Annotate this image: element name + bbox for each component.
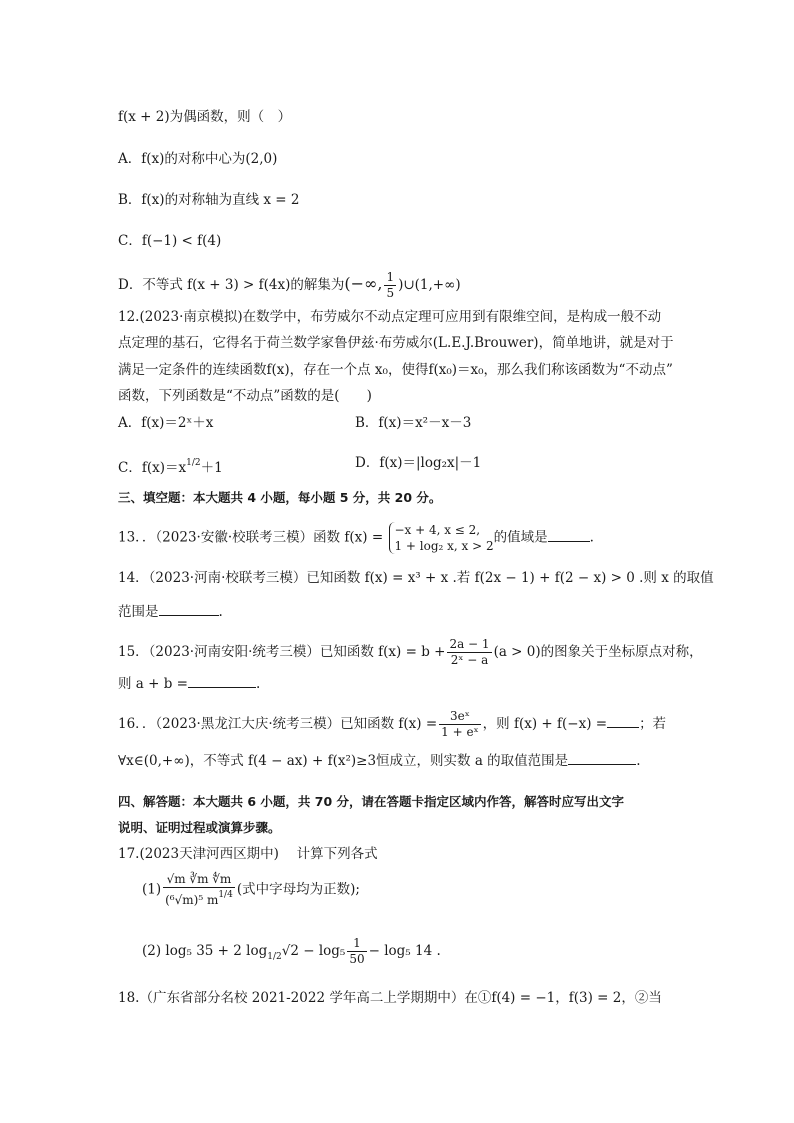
q12-c-tail: ＋1: [200, 460, 223, 476]
q11-option-c: C．f(−1) < f(4): [118, 233, 222, 249]
interval-close: )∪(1,+∞): [398, 277, 461, 293]
case-2: 1 + log₂ x, x > 2: [394, 539, 494, 553]
q11-option-b: B．f(x)的对称轴为直线 x = 2: [118, 192, 300, 208]
q16-tail: ，则 f(x) + f(−x) =: [482, 716, 608, 732]
q13: [118, 522, 594, 554]
q16-answer-blank-1[interactable]: [607, 713, 639, 728]
q12-line3: 满足一定条件的连续函数f(x)，存在一个点 x₀，使得f(x₀)＝x₀，那么我们称该函数为“不动点”: [118, 362, 673, 378]
frac-num: 2a − 1: [449, 637, 490, 651]
frac-den: 1 + eˣ: [441, 725, 479, 739]
q15-line2-text: 则 a + b =: [118, 676, 188, 692]
q13-tail: 的值域是: [493, 529, 548, 546]
q17-p2-head: (2) log₅ 35 + 2 log: [142, 943, 268, 959]
q16-tail2: ；若: [639, 716, 667, 732]
frac-num: 3eˣ: [439, 709, 481, 725]
frac-den: [163, 888, 235, 908]
q15-fraction: [447, 637, 491, 668]
q15-head: 15．（2023·河南安阳·统考三模）已知函数 f(x) = b +: [118, 644, 446, 660]
frac-den: 5: [386, 286, 395, 300]
q12-option-a: A．f(x)＝2ˣ＋x: [118, 415, 214, 431]
interval-open: (−∞,: [344, 274, 383, 293]
frac-num: √m ∛m ∜m: [163, 872, 235, 888]
q17-part2: [142, 936, 441, 967]
piecewise-brace: [389, 522, 493, 554]
section-4-line1: 四、解答题：本大题共 6 小题，共 70 分，请在答题卡指定区域内作答，解答时应写出文字: [118, 794, 625, 809]
q17-p2-end: − log₅ 14 .: [368, 943, 441, 959]
q15-line2: [118, 673, 260, 694]
q12-option-c: [118, 453, 223, 478]
q15-tail: (a > 0)的图象关于坐标原点对称，: [493, 644, 703, 660]
q16-answer-blank-2[interactable]: [568, 750, 636, 765]
section-4-line2: 说明、证明过程或演算步骤。: [118, 820, 281, 835]
q14-line2-text: 范围是: [118, 604, 159, 620]
frac-num: 1: [386, 270, 395, 284]
q11-option-a: A．f(x)的对称中心为(2,0): [118, 151, 278, 167]
q15-line1: [118, 637, 703, 668]
q13-head: 13．．（2023·安徽·校联考三模）函数 f(x) =: [118, 529, 388, 546]
q14-line2: [118, 601, 223, 622]
q12-option-b: B．f(x)＝x²－x－3: [355, 415, 472, 431]
q14-end: .: [218, 604, 223, 620]
q16-line1: [118, 709, 666, 740]
q14-answer-blank[interactable]: [159, 601, 219, 616]
q15-answer-blank[interactable]: [188, 673, 256, 688]
q11-option-d-text: D．不等式 f(x + 3) > f(4x)的解集为: [118, 277, 345, 293]
q16-head: 16．．（2023·黑龙江大庆·统考三模）已知函数 f(x) =: [118, 716, 438, 732]
q12-option-d: D．f(x)＝|log₂x|－1: [355, 455, 482, 471]
q17-p2-fraction: [347, 936, 366, 967]
q17-part1: [142, 872, 360, 908]
q16-line2-text: ∀x∈(0,+∞)，不等式 f(4 − ax) + f(x²)≥3恒成立，则实数 a 的取值范围是: [118, 753, 569, 769]
q15-end: .: [255, 676, 261, 692]
q12-line4: 函数，下列函数是“不动点”函数的是( ): [118, 388, 372, 404]
q11-option-d: [118, 270, 461, 301]
q16-end: .: [636, 753, 641, 769]
q17-p2-rest: √2 − log₅: [281, 943, 346, 959]
q13-answer-blank[interactable]: [548, 527, 590, 542]
frac-num: 1: [347, 936, 366, 952]
q16-line2: [118, 750, 640, 771]
q12-c-label: C．f(x)＝x: [118, 460, 187, 476]
den-base: (⁶√m)⁵ m: [165, 893, 219, 907]
den-exponent: 1/4: [218, 890, 233, 900]
q13-end: .: [589, 529, 594, 546]
q17-p1-note: (式中字母均为正数);: [236, 881, 360, 898]
q17-heading: 17.(2023天津河西区期中) 计算下列各式: [118, 846, 378, 862]
interval-fraction: [384, 270, 396, 301]
frac-den: 50: [349, 952, 365, 966]
q12-line1: 12.(2023·南京模拟)在数学中，布劳威尔不动点定理可应用到有限维空间，是构成一般不动: [118, 309, 662, 325]
section-3-heading: 三、填空题：本大题共 4 小题，每小题 5 分，共 20 分。: [118, 490, 442, 505]
q16-fraction: [439, 709, 481, 740]
log-base-half: 1/2: [267, 952, 282, 962]
q17-p1-label: (1): [142, 881, 162, 898]
q14-line1: 14．（2023·河南·校联考三模）已知函数 f(x) = x³ + x .若 f(2x − 1) + f(2 − x) > 0 .则 x 的取值: [118, 570, 714, 586]
frac-den: 2ˣ − a: [450, 653, 489, 667]
case-1: −x + 4, x ≤ 2,: [394, 523, 481, 537]
q17-p1-fraction: [163, 872, 235, 908]
q12-line2: 点定理的基石，它得名于荷兰数学家鲁伊兹·布劳威尔(L.E.J.Brouwer)，简单地讲，就是对于: [118, 335, 674, 351]
q11-stem-cont: f(x + 2)为偶函数，则（ ）: [118, 109, 292, 125]
q12-c-exponent: 1/2: [186, 458, 201, 468]
q18-line1: 18.（广东省部分名校 2021-2022 学年高二上学期期中）在①f(4) = −1，f(3) = 2，②当: [118, 990, 662, 1006]
